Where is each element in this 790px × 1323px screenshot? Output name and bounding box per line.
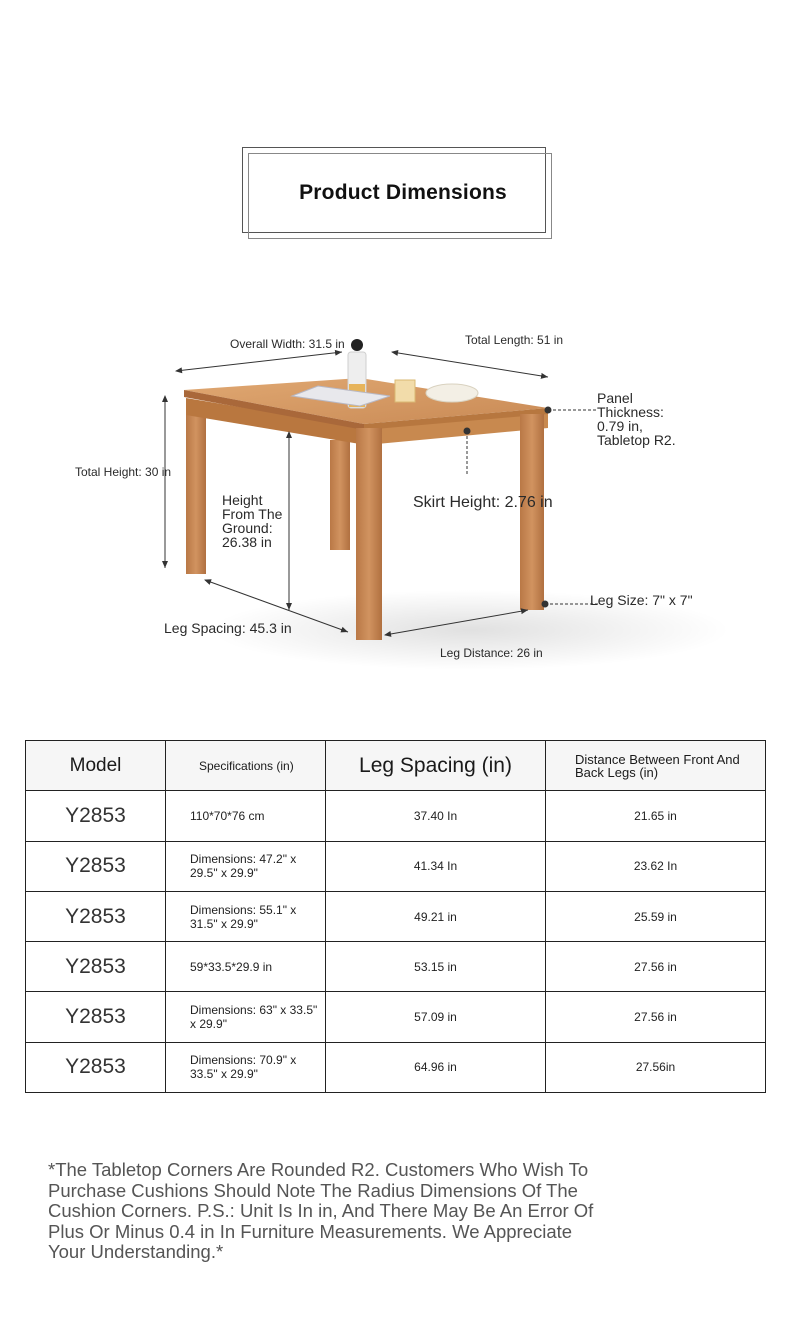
specifications-table (25, 740, 766, 1093)
cell-leg-distance: 27.56 in (546, 992, 766, 1042)
table-dimension-diagram (0, 300, 790, 700)
cell-leg-spacing: 57.09 in (326, 992, 546, 1042)
cell-leg-spacing: 53.15 in (326, 942, 546, 992)
leg-distance-label: Leg Distance: 26 in (440, 646, 543, 660)
bottle-cap (351, 339, 363, 351)
cell-model: Y2853 (26, 791, 166, 841)
cell-spec: Dimensions: 63" x 33.5" x 29.9" (166, 992, 326, 1042)
table-row (26, 791, 766, 841)
cell-spec: 59*33.5*29.9 in (166, 942, 326, 992)
cell-model: Y2853 (26, 841, 166, 891)
leg-size-label: Leg Size: 7" x 7" (590, 592, 693, 608)
title-frame (242, 147, 552, 239)
skirt-height-label: Skirt Height: 2.76 in (413, 494, 553, 511)
cell-model: Y2853 (26, 1042, 166, 1092)
cell-leg-distance: 25.59 in (546, 891, 766, 941)
cell-spec: Dimensions: 70.9" x 33.5" x 29.9" (166, 1042, 326, 1092)
panel-thickness-label: Panel Thickness: 0.79 in, Tabletop R2. (597, 390, 676, 448)
table-row (26, 841, 766, 891)
total-length-label: Total Length: 51 in (465, 333, 564, 347)
table-row (26, 942, 766, 992)
page-title: Product Dimensions (299, 181, 507, 204)
cell-model: Y2853 (26, 942, 166, 992)
panel-thickness-dot (545, 407, 552, 414)
total-length-arrow (392, 352, 548, 377)
overall-width-arrow (176, 352, 342, 371)
cell-spec: 110*70*76 cm (166, 791, 326, 841)
header-model: Model (26, 741, 166, 791)
front-right-leg (356, 428, 382, 640)
table-row (26, 1042, 766, 1092)
cell-leg-spacing: 37.40 In (326, 791, 546, 841)
header-leg-distance: Distance Between Front And Back Legs (in) (546, 741, 766, 791)
cell-leg-spacing: 41.34 In (326, 841, 546, 891)
front-left-leg (186, 410, 206, 574)
leg-spacing-label: Leg Spacing: 45.3 in (164, 620, 292, 636)
footnote: *The Tabletop Corners Are Rounded R2. Customers Who Wish To Purchase Cushions Should Note The Radius Dimensions Of The Cushion Corners. P.S.: Unit Is In in, And There May Be An Error Of Plus Or Minus 0.4 in In Furniture Measurements. We Appreciate Your Understanding.* (48, 1159, 594, 1262)
table-header-row (26, 741, 766, 791)
cell-leg-distance: 27.56 in (546, 942, 766, 992)
back-right-leg (520, 414, 544, 610)
total-height-label: Total Height: 30 in (75, 465, 172, 479)
table-illustration (0, 300, 790, 700)
cell-leg-spacing: 49.21 in (326, 891, 546, 941)
cell-leg-distance: 23.62 In (546, 841, 766, 891)
table-row (26, 992, 766, 1042)
back-left-leg (330, 440, 350, 550)
cell-spec: Dimensions: 55.1" x 31.5" x 29.9" (166, 891, 326, 941)
cell-leg-distance: 21.65 in (546, 791, 766, 841)
cell-leg-spacing: 64.96 in (326, 1042, 546, 1092)
overall-width-label: Overall Width: 31.5 in (230, 337, 345, 351)
cell-spec: Dimensions: 47.2" x 29.5" x 29.9" (166, 841, 326, 891)
height-from-ground-label: Height From The Ground: 26.38 in (222, 492, 283, 550)
table-row (26, 891, 766, 941)
glass (395, 380, 415, 402)
cell-model: Y2853 (26, 891, 166, 941)
cell-leg-distance: 27.56in (546, 1042, 766, 1092)
bowl (426, 384, 478, 402)
header-specifications: Specifications (in) (166, 741, 326, 791)
cell-model: Y2853 (26, 992, 166, 1042)
header-leg-spacing: Leg Spacing (in) (326, 741, 546, 791)
